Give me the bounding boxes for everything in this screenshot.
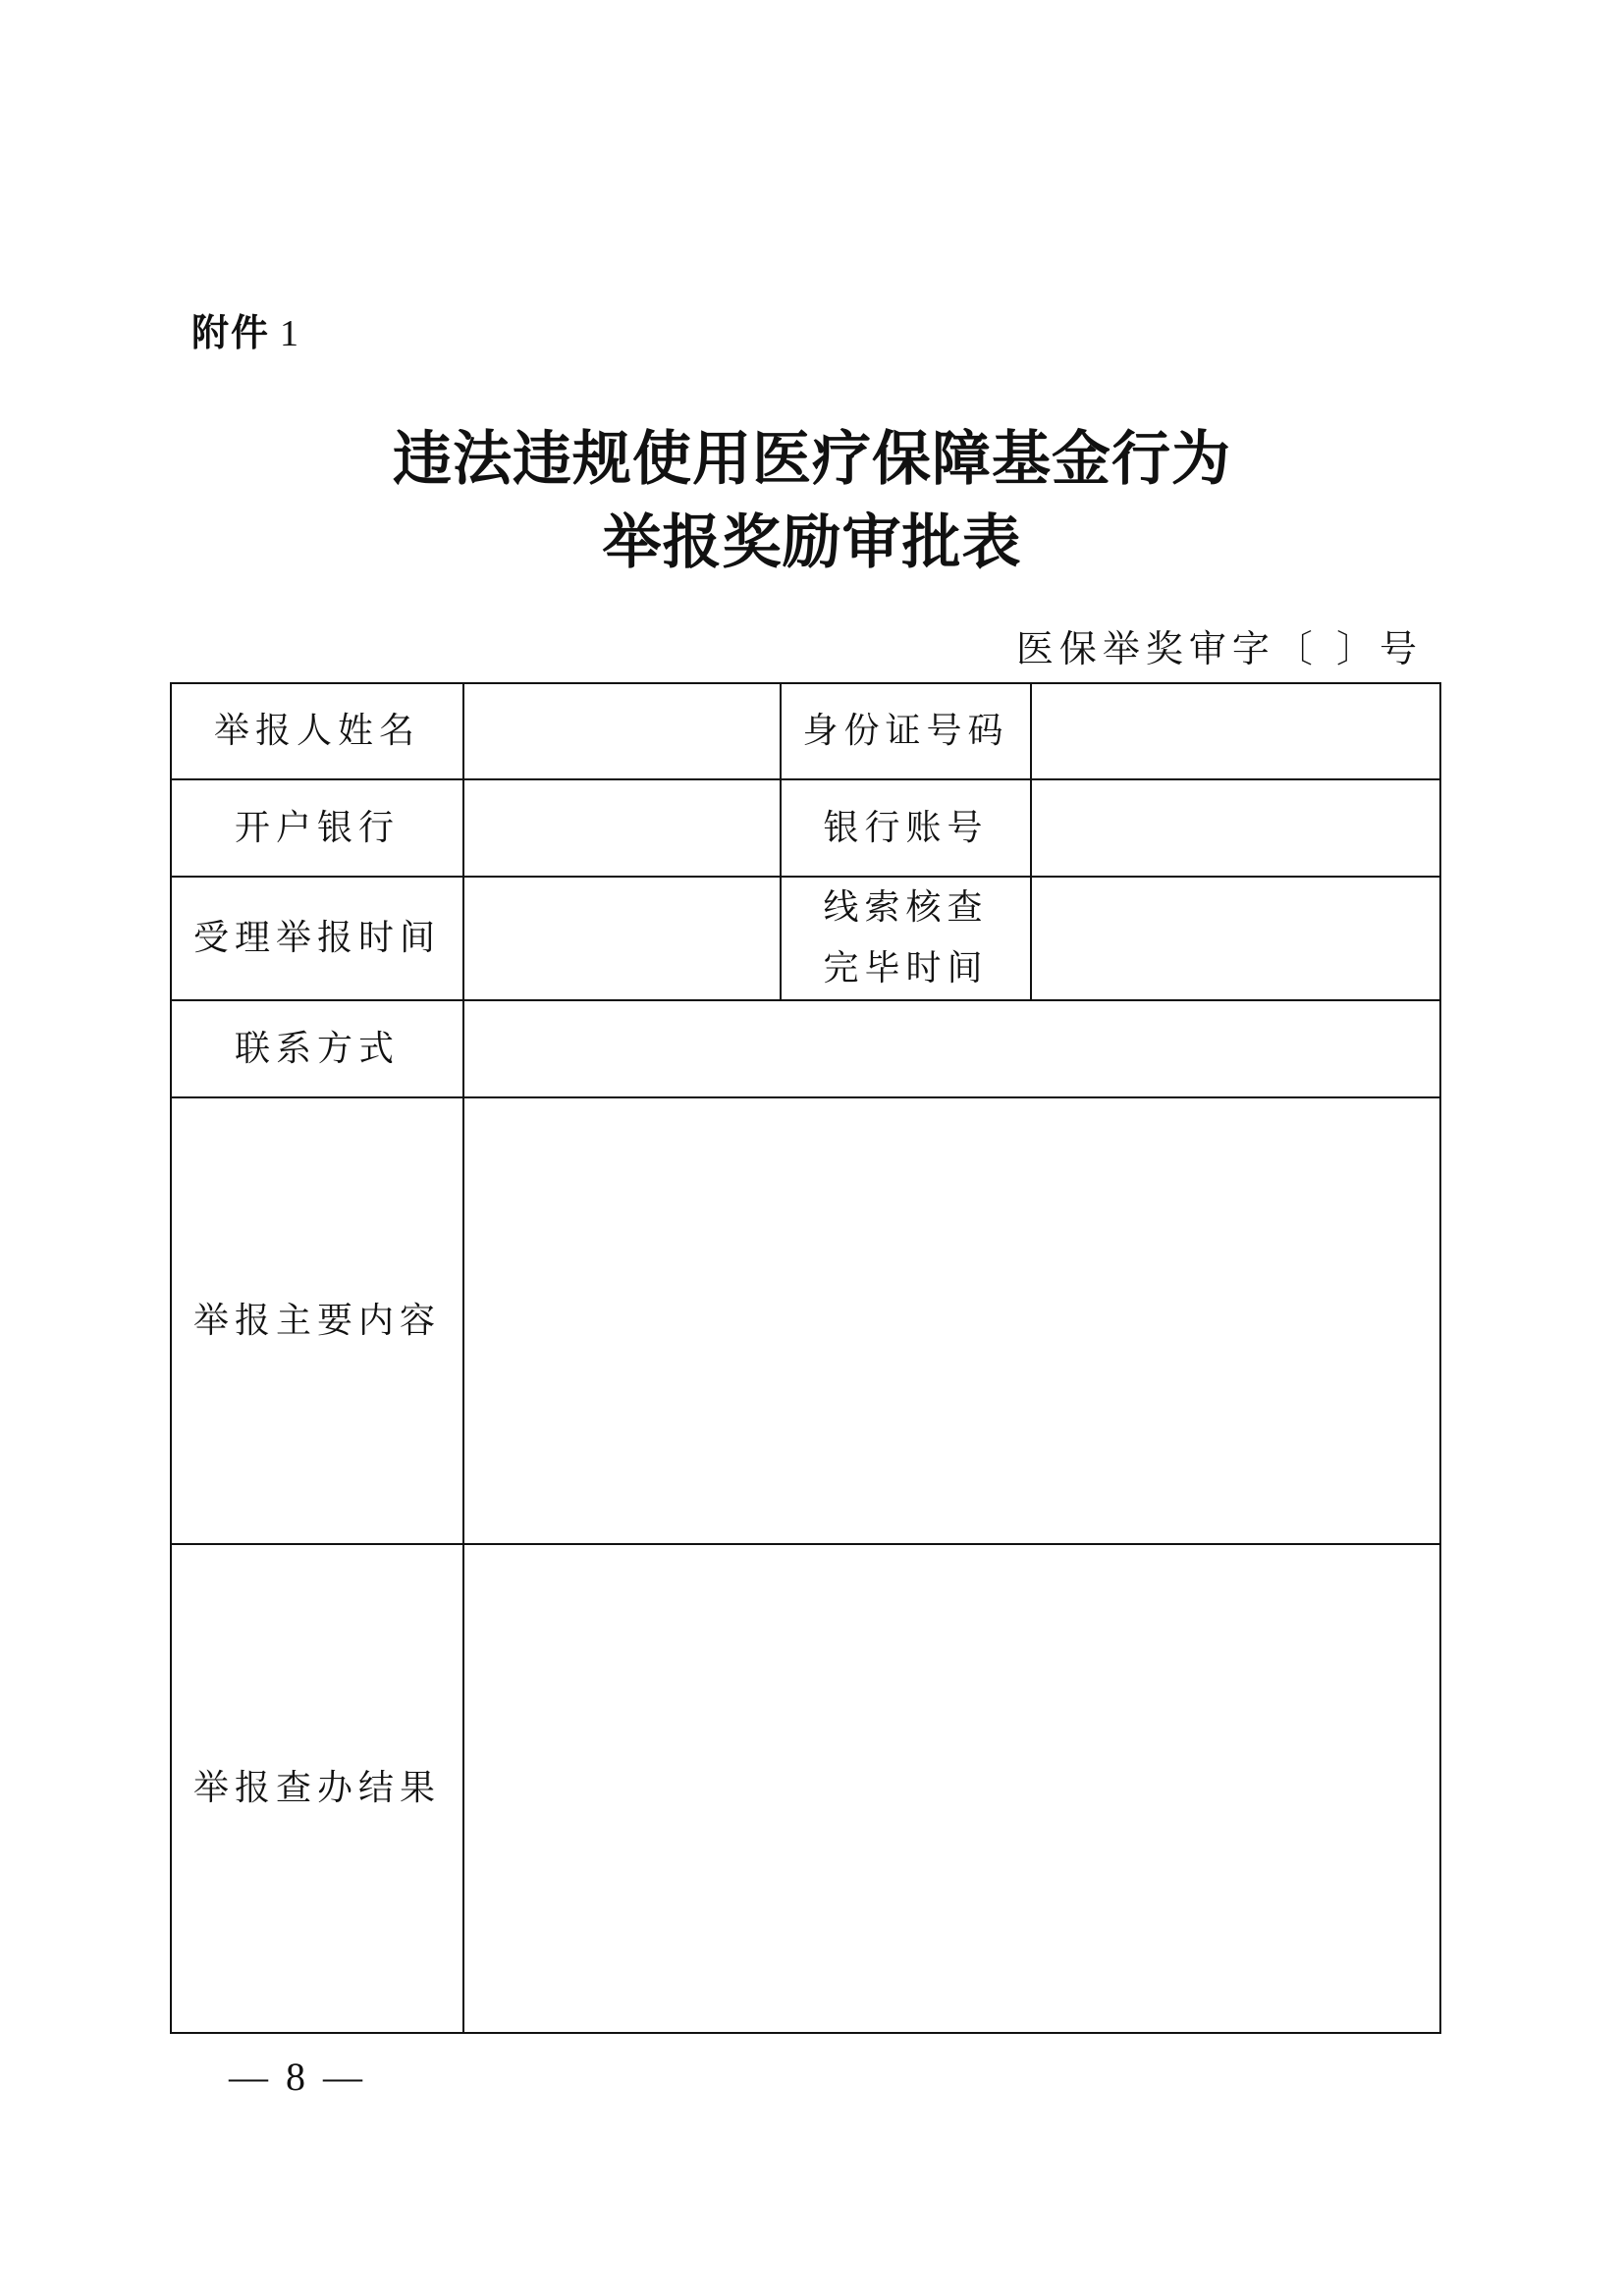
bank-label: 开户银行 [171,779,463,877]
attachment-label [191,302,300,356]
page-number: — 8 — [229,2055,366,2099]
clue-check-time-field[interactable] [1031,877,1440,1000]
result-field[interactable] [463,1544,1440,2033]
reporter-name-label: 举报人姓名 [171,683,463,779]
form-title-line2: 举报奖励审批表 [602,508,1022,577]
account-field[interactable] [1031,779,1440,877]
document-number: 医保举奖审字〔 〕号 [1015,627,1423,670]
approval-form-table [170,682,1441,2034]
table-row [171,1097,1440,1544]
clue-check-time-label [781,877,1031,1000]
result-label: 举报查办结果 [171,1544,463,2033]
id-number-label: 身份证号码 [781,683,1031,779]
account-label: 银行账号 [781,779,1031,877]
table-row [171,1000,1440,1097]
attachment-text: 附件 [191,311,271,354]
table-row [171,779,1440,877]
table-row [171,877,1440,1000]
contact-field[interactable] [463,1000,1440,1097]
bank-field[interactable] [463,779,781,877]
content-field[interactable] [463,1097,1440,1544]
attachment-number: 1 [280,313,301,354]
reporter-name-field[interactable] [463,683,781,779]
accept-time-label: 受理举报时间 [171,877,463,1000]
content-label: 举报主要内容 [171,1097,463,1544]
clue-check-label-line2: 完毕时间 [823,948,989,988]
clue-check-label-line1: 线索核查 [823,887,989,928]
table-row [171,1544,1440,2033]
contact-label: 联系方式 [171,1000,463,1097]
table-row [171,683,1440,779]
accept-time-field[interactable] [463,877,781,1000]
id-number-field[interactable] [1031,683,1440,779]
form-title-line1: 违法违规使用医疗保障基金行为 [393,425,1231,494]
